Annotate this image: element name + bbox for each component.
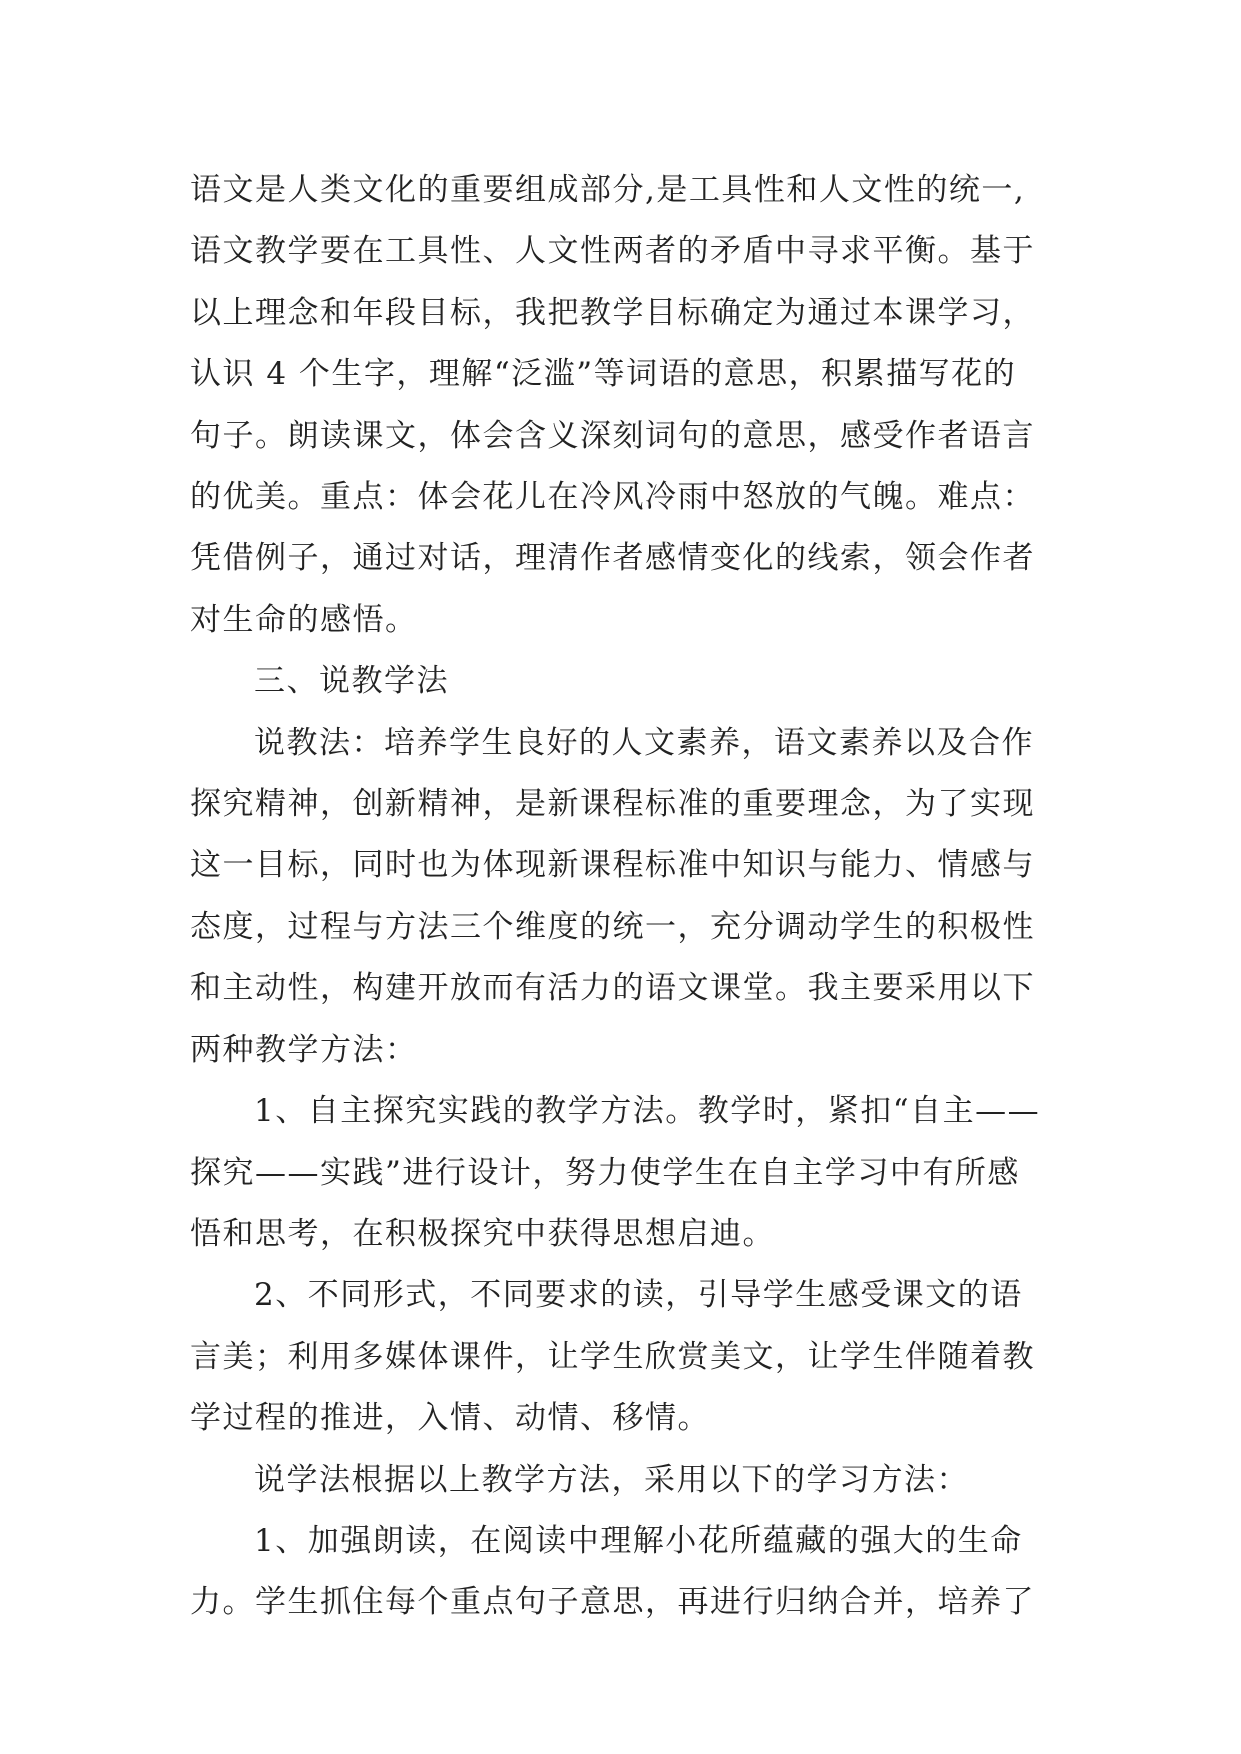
text-line: 这一目标，同时也为体现新课程标准中知识与能力、情感与 xyxy=(190,847,1035,884)
paragraph-goals xyxy=(190,160,1070,651)
paragraph-method-1 xyxy=(190,1081,1070,1265)
text-line: 和主动性，构建开放而有活力的语文课堂。我主要采用以下 xyxy=(190,970,1035,1007)
paragraph-teaching-method xyxy=(190,713,1070,1081)
text-line: 言美；利用多媒体课件，让学生欣赏美文，让学生伴随着教 xyxy=(190,1338,1035,1375)
text-line: 两种教学方法： xyxy=(190,1031,418,1068)
text-line: 说学法根据以上教学方法，采用以下的学习方法： xyxy=(254,1461,969,1498)
heading-text: 三、说教学法 xyxy=(254,663,449,700)
text-line: 态度，过程与方法三个维度的统一，充分调动学生的积极性 xyxy=(190,908,1035,945)
text-line: 认识 4 个生字，理解“泛滥”等词语的意思，积累描写花的 xyxy=(190,356,1017,393)
text-line: 探究精神，创新精神，是新课程标准的重要理念，为了实现 xyxy=(190,786,1035,823)
document-body xyxy=(190,160,1070,1634)
text-line: 以上理念和年段目标，我把教学目标确定为通过本课学习， xyxy=(190,294,1035,331)
text-line: 凭借例子，通过对话，理清作者感情变化的线索，领会作者 xyxy=(190,540,1035,577)
paragraph-learning-1 xyxy=(190,1511,1070,1634)
text-line: 语文是人类文化的重要组成部分,是工具性和人文性的统一, xyxy=(190,172,1026,208)
paragraph-learning-method xyxy=(190,1450,1070,1511)
paragraph-method-2 xyxy=(190,1265,1070,1449)
text-line: 句子。朗读课文，体会含义深刻词句的意思，感受作者语言 xyxy=(190,417,1035,454)
text-line: 2、不同形式，不同要求的读，引导学生感受课文的语 xyxy=(254,1277,1023,1314)
section-heading xyxy=(190,651,1070,712)
text-line: 学过程的推进，入情、动情、移情。 xyxy=(190,1400,710,1437)
text-line: 探究——实践”进行设计，努力使学生在自主学习中有所感 xyxy=(190,1154,1020,1191)
text-line: 说教法：培养学生良好的人文素养，语文素养以及合作 xyxy=(254,724,1034,761)
text-line: 力。学生抓住每个重点句子意思，再进行归纳合并，培养了 xyxy=(190,1584,1035,1621)
text-line: 语文教学要在工具性、人文性两者的矛盾中寻求平衡。基于 xyxy=(190,233,1035,270)
text-line: 的优美。重点：体会花儿在冷风冷雨中怒放的气魄。难点： xyxy=(190,479,1035,516)
text-line: 1、加强朗读，在阅读中理解小花所蕴藏的强大的生命 xyxy=(254,1522,1023,1559)
text-line: 1、自主探究实践的教学方法。教学时，紧扣“自主—— xyxy=(254,1093,1041,1130)
text-line: 对生命的感悟。 xyxy=(190,601,418,638)
text-line: 悟和思考，在积极探究中获得思想启迪。 xyxy=(190,1215,775,1252)
